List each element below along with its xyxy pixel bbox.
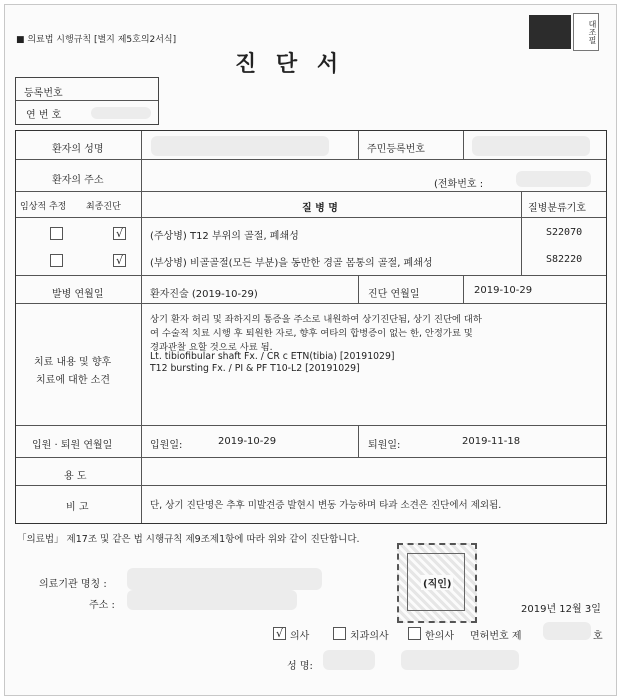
treatment-line-5: T12 bursting Fx. / PI & PF T10-L2 [20191029] <box>150 363 360 374</box>
serial-number-label: 연 번 호 <box>26 110 62 121</box>
license-number-label: 면허번호 제 <box>470 631 522 642</box>
official-seal <box>397 543 477 623</box>
registration-box <box>15 77 159 125</box>
stamp-side-text: 대조필 <box>573 13 599 51</box>
redacted-license-number <box>543 622 591 640</box>
oriental-doctor-checkbox[interactable] <box>408 627 421 640</box>
redacted-institution-name <box>127 568 322 590</box>
treatment-label-line-1: 치료 내용 및 향후 <box>34 357 112 368</box>
registration-number-label: 등록번호 <box>24 88 63 99</box>
license-suffix: 호 <box>593 631 603 642</box>
redacted-doctor-name <box>323 650 375 670</box>
final-diagnosis-label: 최종진단 <box>86 202 121 212</box>
redacted-phone <box>516 171 591 187</box>
clinical-estimate-checkbox-2[interactable] <box>50 254 63 267</box>
diagnosis-row-2-code: S82220 <box>546 254 583 265</box>
diagnosis-certificate <box>4 4 617 696</box>
legal-statement: 「의료법」 제17조 및 같은 법 시행규칙 제9조제1항에 따라 위와 같이 진단합니다. <box>17 534 360 545</box>
onset-date-label: 발병 연월일 <box>52 289 104 300</box>
treatment-line-1: 상기 환자 허리 및 좌하지의 통증을 주소로 내원하여 상기진단됨, 상기 진단에 대하 <box>150 314 482 325</box>
treatment-line-3: 경과관찰 요할 것으로 사료 됨. <box>150 342 273 353</box>
redacted-institution-address <box>127 590 297 610</box>
disease-code-header: 질병분류기호 <box>528 203 586 214</box>
clinical-estimate-checkbox-1[interactable] <box>50 227 63 240</box>
issue-date: 2019년 12월 3일 <box>521 604 601 615</box>
treatment-label-line-2: 치료에 대한 소견 <box>36 375 110 386</box>
institution-address-label: 주소 : <box>89 600 115 611</box>
admission-date-value: 2019-10-29 <box>218 436 277 447</box>
onset-date-value: 환자진술 (2019-10-29) <box>150 289 258 300</box>
dentist-checkbox[interactable] <box>333 627 346 640</box>
diagnosis-date-label: 진단 연월일 <box>368 289 420 300</box>
remarks-label: 비 고 <box>66 502 89 513</box>
redacted-signature <box>401 650 519 670</box>
doctor-label: 의사 <box>290 631 310 642</box>
discharge-date-label: 퇴원일: <box>368 440 401 451</box>
treatment-line-2: 여 수술적 치료 시행 후 퇴원한 자로, 향후 여타의 합병증이 없는 한, 안정가료 및 <box>150 328 473 339</box>
oriental-doctor-label: 한의사 <box>425 631 454 642</box>
diagnosis-date-value: 2019-10-29 <box>474 285 533 296</box>
disease-name-header: 질 병 명 <box>302 203 338 214</box>
purpose-label: 용 도 <box>64 471 87 482</box>
redacted-serial <box>91 107 151 119</box>
remarks-value: 단, 상기 진단명은 추후 미발견증 발현시 변동 가능하며 타과 소견은 진단에서 제외됨. <box>150 500 502 511</box>
seal-label: (직인) <box>421 575 453 590</box>
page-title: 진 단 서 <box>235 52 345 77</box>
clinical-estimate-label: 임상적 추정 <box>20 202 67 212</box>
resident-number-label: 주민등록번호 <box>367 144 425 155</box>
doctor-checkbox[interactable]: √ <box>273 627 286 640</box>
diagnosis-row-1-text: (주상병) T12 부위의 골절, 폐쇄성 <box>150 231 299 242</box>
doctor-name-label: 성 명: <box>287 661 313 672</box>
verification-stamp <box>529 13 599 51</box>
redacted-resident-number <box>472 136 590 156</box>
discharge-date-value: 2019-11-18 <box>462 436 521 447</box>
final-diagnosis-checkbox-1[interactable]: √ <box>113 227 126 240</box>
patient-name-label: 환자의 성명 <box>52 144 104 155</box>
admission-discharge-label: 입원 · 퇴원 연월일 <box>32 440 113 451</box>
dentist-label: 치과의사 <box>350 631 389 642</box>
redacted-patient-name <box>151 136 329 156</box>
final-diagnosis-checkbox-2[interactable]: √ <box>113 254 126 267</box>
treatment-line-4: Lt. tibiofibular shaft Fx. / CR c ETN(tibia) [20191029] <box>150 351 395 362</box>
form-reference: ■ 의료법 시행규칙 [별지 제5호의2서식] <box>16 35 177 45</box>
certificate-table <box>15 130 607 524</box>
patient-address-label: 환자의 주소 <box>52 175 104 186</box>
phone-label: (전화번호 : <box>434 179 484 190</box>
admission-date-label: 입원일: <box>150 440 183 451</box>
institution-name-label: 의료기관 명칭 : <box>39 579 107 590</box>
diagnosis-row-2-text: (부상병) 비골골절(모든 부분)을 동반한 경골 몸통의 골절, 폐쇄성 <box>150 258 433 269</box>
diagnosis-row-1-code: S22070 <box>546 227 583 238</box>
